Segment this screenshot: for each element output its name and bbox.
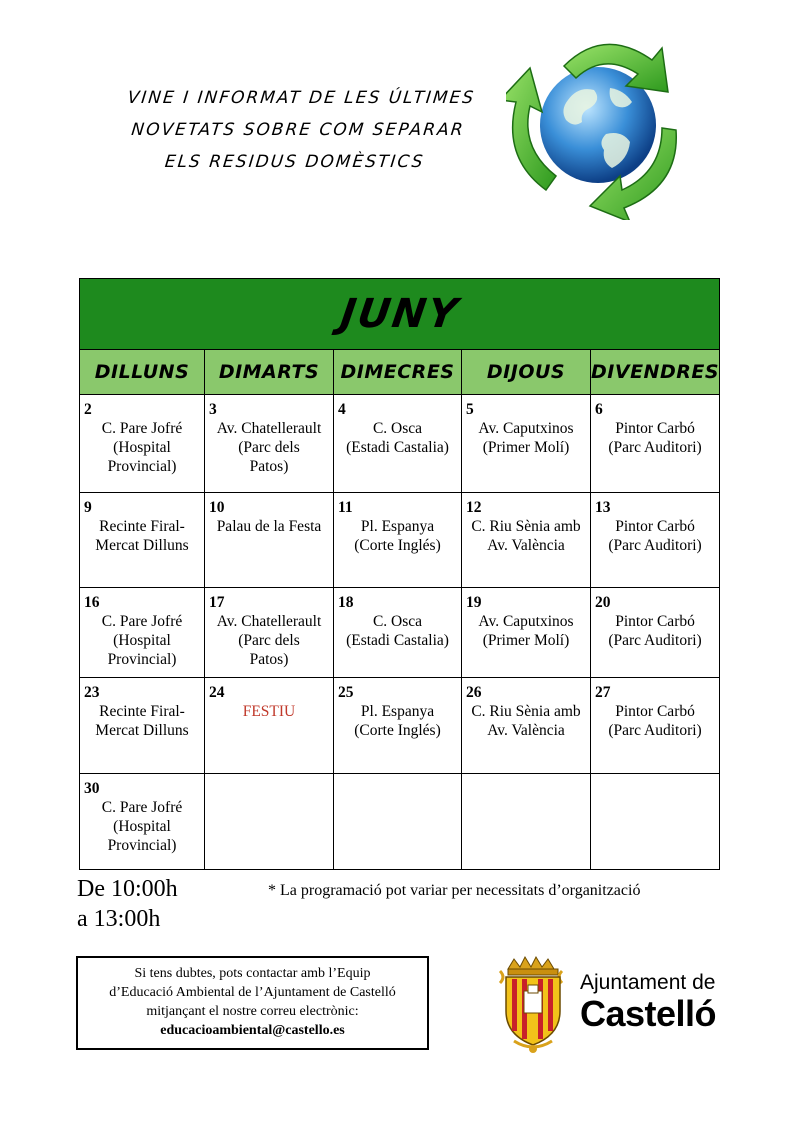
month-title [80,279,720,350]
location-line: C. Pare Jofré [101,613,183,630]
hours-line-1: De 10:00h [77,876,178,902]
calendar-day-cell [334,588,462,678]
intro-line-1: VINE I INFORMAT DE LES ÚLTIMES [126,88,477,108]
location-line: (Parc Auditori) [608,537,702,554]
location-line: Pintor Carbó [615,518,695,535]
location-line: Mercat Dilluns [95,537,189,554]
calendar-week-row [80,774,720,870]
location-line: C. Riu Sènia amb [471,518,581,535]
opening-hours [77,874,178,934]
calendar-day-cell [205,395,334,493]
calendar-empty-cell [205,774,334,870]
day-number: 10 [209,499,225,516]
month-label: JUNY [337,291,462,337]
calendar-day-cell [334,493,462,588]
recycle-globe-icon [506,30,690,220]
location-line: Pintor Carbó [615,613,695,630]
location-line: (Corte Inglés) [354,722,441,739]
location-line: (Hospital [113,632,171,649]
location-line: (Primer Molí) [482,632,570,649]
calendar-day-cell [205,588,334,678]
location-line: (Hospital [113,439,171,456]
contact-line-2: d’Educació Ambiental de l’Ajuntament de Castelló [109,985,396,1000]
calendar-week-row [80,678,720,774]
calendar-day-cell [591,678,720,774]
location-line: C. Pare Jofré [101,799,183,816]
day-number: 30 [84,780,100,797]
calendar-day-cell [462,588,591,678]
day-number: 18 [338,594,354,611]
location-line: (Estadi Castalia) [346,632,449,649]
location-line: Recinte Firal- [99,703,185,720]
location-line: Patos) [249,651,289,668]
calendar-empty-cell [591,774,720,870]
calendar-day-cell [80,678,205,774]
hours-line-2: a 13:00h [77,906,161,932]
calendar-week-row [80,395,720,493]
location-line: C. Riu Sènia amb [471,703,581,720]
weekday-tuesday: DIMARTS [205,350,334,395]
day-number: 17 [209,594,225,611]
day-number: 5 [466,401,474,418]
location-line: (Parc Auditori) [608,722,702,739]
contact-box [76,956,429,1050]
location-line: Pintor Carbó [615,703,695,720]
schedule-note: * La programació pot variar per necessitats d’organització [268,882,641,899]
calendar-empty-cell [462,774,591,870]
day-number: 13 [595,499,611,516]
day-number: 19 [466,594,482,611]
location-line: Av. Caputxinos [478,420,574,437]
calendar-day-cell [205,678,334,774]
calendar-week-row [80,493,720,588]
day-number: 25 [338,684,354,701]
calendar-empty-cell [334,774,462,870]
day-number: 23 [84,684,100,701]
calendar-week-row [80,588,720,678]
day-number: 16 [84,594,100,611]
contact-email-link[interactable]: educacioambiental@castello.es [160,1023,345,1038]
location-line: Provincial) [107,458,177,475]
day-number: 11 [338,499,353,516]
weekday-wednesday: DIMECRES [334,350,462,395]
calendar-day-cell [462,493,591,588]
ajuntament-logo [494,955,734,1055]
location-line: Provincial) [107,837,177,854]
calendar-day-cell [80,774,205,870]
day-number: 9 [84,499,92,516]
location-line: (Parc Auditori) [608,439,702,456]
location-line: Pl. Espanya [360,703,435,720]
location-line: C. Osca [372,420,423,437]
calendar-day-cell [334,678,462,774]
day-number: 26 [466,684,482,701]
location-line: Provincial) [107,651,177,668]
calendar-day-cell [462,678,591,774]
weekday-thursday: DIJOUS [462,350,591,395]
day-number: 2 [84,401,92,418]
calendar-day-cell [205,493,334,588]
calendar-day-cell [80,588,205,678]
weekday-monday: DILLUNS [80,350,205,395]
calendar-table [79,278,720,870]
logo-line-2: Castelló [580,993,717,1034]
calendar-day-cell [462,395,591,493]
location-line: Av. València [487,722,565,739]
location-line: (Primer Molí) [482,439,570,456]
location-line: Palau de la Festa [216,518,322,535]
logo-line-1: Ajuntament de [580,971,716,994]
day-number: 27 [595,684,611,701]
location-line: Recinte Firal- [99,518,185,535]
calendar-day-cell [591,395,720,493]
intro-line-2: NOVETATS SOBRE COM SEPARAR [130,120,466,140]
location-line: Pintor Carbó [615,420,695,437]
location-line: Av. Chatellerault [216,613,322,630]
location-line: Pl. Espanya [360,518,435,535]
calendar-day-cell [334,395,462,493]
calendar-day-cell [80,493,205,588]
location-line: Mercat Dilluns [95,722,189,739]
calendar-day-cell [591,588,720,678]
day-number: 4 [338,401,346,418]
location-line: (Corte Inglés) [354,537,441,554]
intro-text [103,82,493,178]
contact-line-3: mitjançant el nostre correu electrònic: [146,1004,359,1019]
location-line: (Estadi Castalia) [346,439,449,456]
day-number: 6 [595,401,603,418]
coat-of-arms-icon [494,955,568,1055]
weekday-friday: DIVENDRES [591,350,720,395]
location-line: Av. Caputxinos [478,613,574,630]
calendar-body [80,395,720,870]
logo-text [580,971,716,1033]
day-number: 24 [209,684,225,701]
day-number: 3 [209,401,217,418]
location-line: (Hospital [113,818,171,835]
calendar-day-cell [80,395,205,493]
day-number: 20 [595,594,611,611]
calendar-day-cell [591,493,720,588]
location-line: (Parc dels [238,632,300,649]
contact-line-1: Si tens dubtes, pots contactar amb l’Equip [134,966,371,981]
day-number: 12 [466,499,482,516]
location-line: C. Osca [372,613,423,630]
holiday-label: FESTIU [242,703,296,720]
location-line: C. Pare Jofré [101,420,183,437]
intro-line-3: ELS RESIDUS DOMÈSTICS [163,152,426,172]
location-line: (Parc Auditori) [608,632,702,649]
location-line: Av. Chatellerault [216,420,322,437]
location-line: Av. València [487,537,565,554]
location-line: (Parc dels [238,439,300,456]
location-line: Patos) [249,458,289,475]
